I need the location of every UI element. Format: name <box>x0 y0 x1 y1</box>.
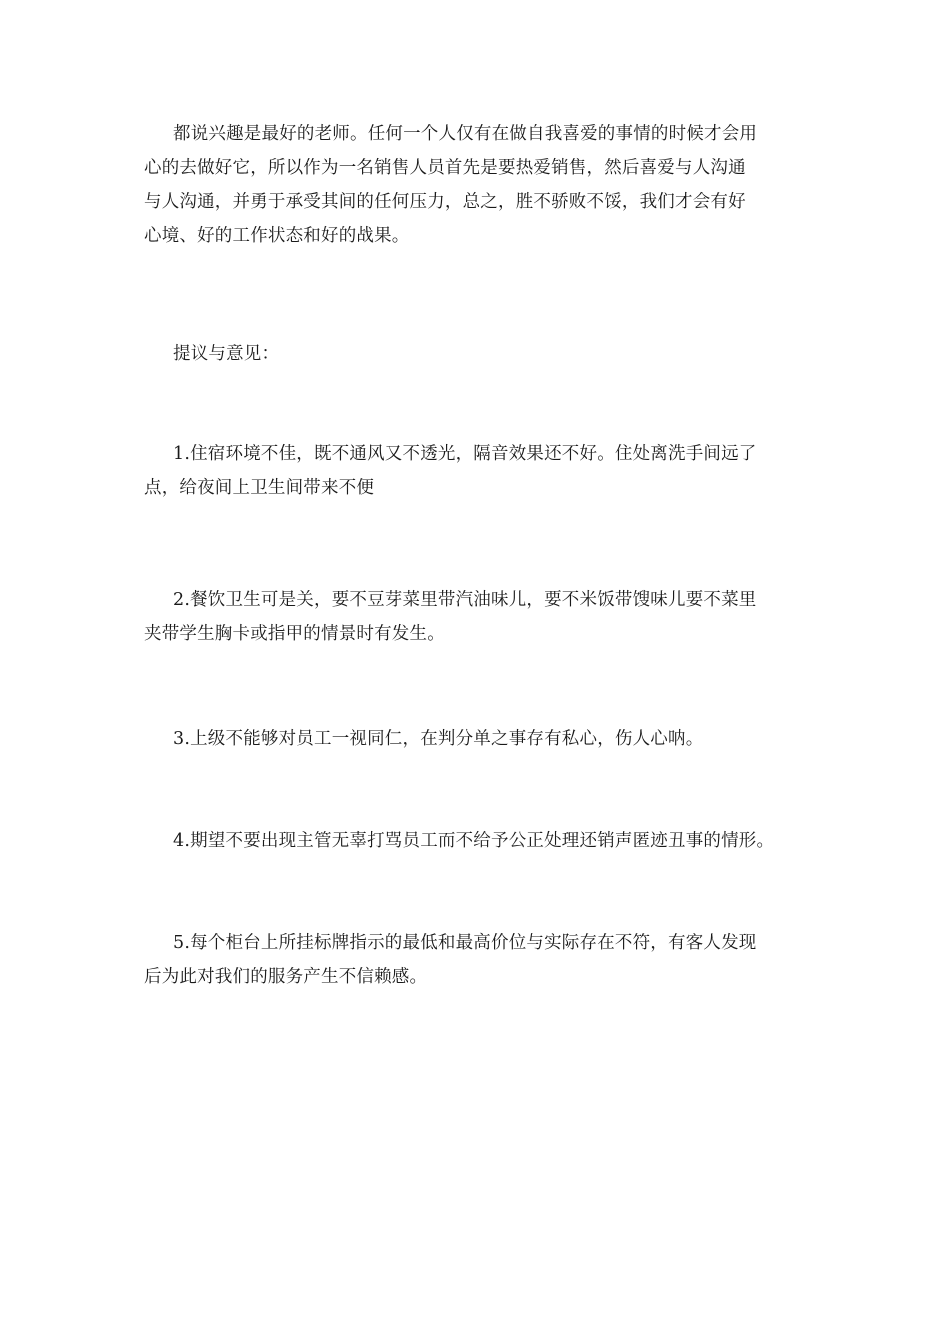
paragraph-line: 后为此对我们的服务产生不信赖感。 <box>144 967 428 987</box>
intro-paragraph <box>144 117 812 253</box>
paragraph-line: 都说兴趣是最好的老师。任何一个人仅有在做自我喜爱的事情的时候才会用 <box>173 124 758 144</box>
suggestion-item-3 <box>144 722 812 756</box>
paragraph-line: 4.期望不要出现主管无辜打骂员工而不给予公正处理还销声匿迹丑事的情形。 <box>173 831 775 851</box>
paragraph-line: 点，给夜间上卫生间带来不便 <box>144 478 375 498</box>
paragraph-line: 3.上级不能够对员工一视同仁，在判分单之事存有私心，伤人心呐。 <box>173 729 704 749</box>
paragraph-line: 心境、好的工作状态和好的战果。 <box>144 226 410 246</box>
suggestion-item-1 <box>144 437 812 505</box>
paragraph-line: 心的去做好它，所以作为一名销售人员首先是要热爱销售，然后喜爱与人沟通 <box>144 158 746 178</box>
section-heading <box>144 337 812 371</box>
paragraph-line: 5.每个柜台上所挂标牌指示的最低和最高价位与实际存在不符，有客人发现 <box>173 933 757 953</box>
paragraph-line: 1.住宿环境不佳，既不通风又不透光，隔音效果还不好。住处离洗手间远了 <box>173 444 757 464</box>
paragraph-line: 夹带学生胸卡或指甲的情景时有发生。 <box>144 624 445 644</box>
suggestion-item-4 <box>144 824 812 858</box>
heading-text: 提议与意见： <box>173 344 280 364</box>
suggestion-item-5 <box>144 926 812 994</box>
paragraph-line: 2.餐饮卫生可是关，要不豆芽菜里带汽油味儿，要不米饭带馊味儿要不菜里 <box>173 590 757 610</box>
suggestion-item-2 <box>144 583 812 651</box>
paragraph-line: 与人沟通，并勇于承受其间的任何压力，总之，胜不骄败不馁，我们才会有好 <box>144 192 746 212</box>
